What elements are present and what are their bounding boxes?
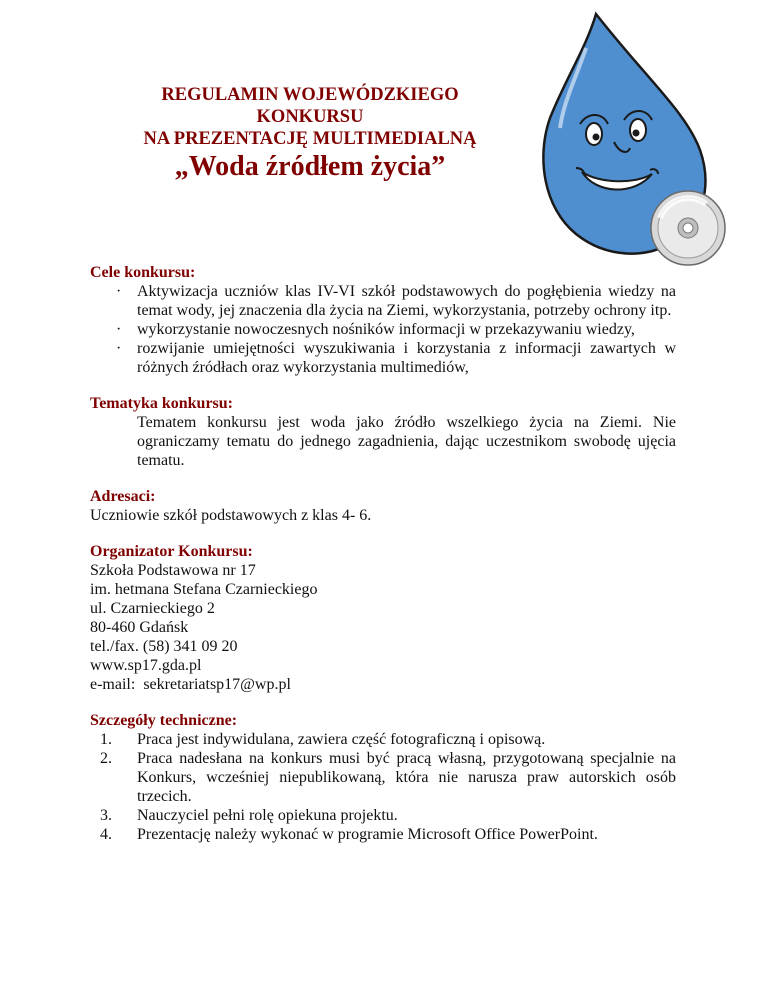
technical-list (90, 730, 676, 844)
section-heading: Organizator Konkursu: (90, 543, 253, 560)
organizer-street: ul. Czarnieckiego 2 (90, 600, 215, 617)
list-item (90, 749, 676, 806)
section-goals (90, 263, 676, 377)
title-line-1: REGULAMIN WOJEWÓDZKIEGO (161, 85, 459, 105)
list-number: 2. (100, 750, 112, 767)
section-heading: Szczegóły techniczne: (90, 712, 238, 729)
document-title-block (60, 84, 560, 184)
list-item (90, 339, 676, 377)
organizer-website-link[interactable]: www.sp17.gda.pl (90, 657, 202, 674)
list-number: 4. (100, 826, 112, 843)
section-heading: Cele konkursu: (90, 264, 196, 281)
title-line-3: NA PREZENTACJĘ MULTIMEDIALNĄ (143, 129, 477, 149)
organizer-city: 80-460 Gdańsk (90, 619, 189, 636)
list-item-text: Nauczyciel pełni rolę opiekuna projektu. (137, 807, 398, 824)
list-item-text: Praca jest indywidulana, zawiera część fotograficzną i opisową. (137, 731, 546, 748)
list-item-text: Prezentację należy wykonać w programie Microsoft Office PowerPoint. (137, 826, 598, 843)
section-technical (90, 711, 676, 844)
list-item-text: Praca nadesłana na konkurs musi być pracą własną, przygotowaną specjalnie na Konkurs, wcześniej niepublikowaną, która nie narusza praw autorskich osób trzecich. (137, 750, 676, 805)
bullet-mark: · (116, 340, 122, 357)
email-label: e-mail: (90, 676, 144, 693)
list-item (90, 730, 676, 749)
organizer-email-link[interactable]: sekretariatsp17@wp.pl (143, 676, 291, 693)
bullet-mark: · (116, 283, 122, 300)
section-organizer (90, 542, 676, 694)
organizer-address (90, 561, 676, 694)
document-body (90, 263, 676, 861)
list-item-text: Aktywizacja uczniów klas IV-VI szkół podstawowych do pogłębienia wiedzy na temat wody, jej znaczenia dla życia na Ziemi, wykorzystania, potrzeby ochrony itp. (137, 283, 676, 319)
section-recipients (90, 487, 676, 525)
organizer-email-row (90, 675, 676, 694)
list-item-text: rozwijanie umiejętności wyszukiwania i korzystania z informacji zawartych w różnych źródłach oraz wykorzystania multimediów, (137, 340, 676, 376)
cd-disc-icon (651, 191, 725, 265)
goals-list (90, 282, 676, 377)
list-item-text: wykorzystanie nowoczesnych nośników informacji w przekazywaniu wiedzy, (137, 321, 635, 338)
recipients-text: Uczniowie szkół podstawowych z klas 4- 6. (90, 507, 372, 524)
title-line-2: KONKURSU (256, 107, 364, 127)
list-number: 1. (100, 731, 112, 748)
organizer-patron: im. hetmana Stefana Czarnieckiego (90, 581, 318, 598)
section-topic (90, 394, 676, 470)
section-heading: Tematyka konkursu: (90, 395, 234, 412)
bullet-mark: · (116, 321, 122, 338)
organizer-name: Szkoła Podstawowa nr 17 (90, 562, 256, 579)
list-item (90, 825, 676, 844)
list-number: 3. (100, 807, 112, 824)
topic-text: Tematem konkursu jest woda jako źródło wszelkiego życia na Ziemi. Nie ograniczamy tematu do jednego zagadnienia, dając uczestnikom swobodę ujęcia tematu. (137, 414, 676, 469)
water-drop-illustration (536, 8, 736, 266)
section-heading: Adresaci: (90, 488, 156, 505)
contest-name: „Woda źródłem życia” (174, 151, 446, 182)
list-item (90, 320, 676, 339)
list-item (90, 282, 676, 320)
list-item (90, 806, 676, 825)
organizer-phone: tel./fax. (58) 341 09 20 (90, 638, 238, 655)
